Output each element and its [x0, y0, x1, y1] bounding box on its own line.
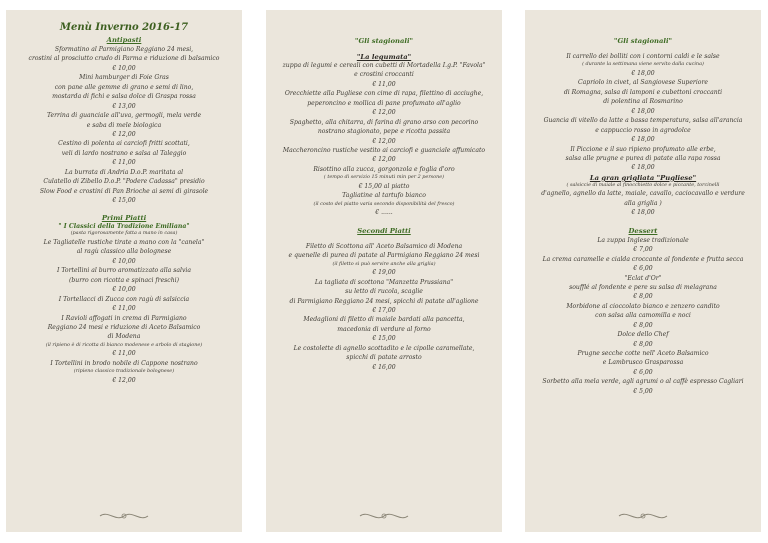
menu-line: macedonia di verdure al forno: [337, 325, 431, 333]
flourish-ornament-icon: [96, 510, 152, 522]
menu-line: Reggiano 24 mesi e riduzione di Aceto Balsamico: [47, 323, 201, 331]
price-line: € 12,00: [112, 130, 136, 138]
menu-line: (burro con ricotta e spinaci freschi): [69, 276, 179, 284]
menu-line: zuppa di legumi e cereali con cubetti di Mortadella I.g.P. "Favola": [282, 62, 486, 69]
menu-line: (il costo del piatto varia secondo disponibilità del fresco): [313, 200, 455, 207]
menu-line: Il carrello dei bolliti con i contorni caldi e le salse: [566, 53, 720, 60]
price-line: € 11,00: [112, 159, 136, 167]
price-line: € 11,00: [112, 305, 136, 313]
menu-line: I Ravioli affogati in crema di Parmigiano: [61, 314, 187, 322]
price-line: € 18,00: [631, 107, 655, 115]
menu-line: Capriolo in civet, al Sangiovese Superiore: [578, 79, 708, 87]
stagionali-list-2: [533, 52, 753, 173]
primi-subheading: " I Classici della Tradizione Emiliana": [58, 223, 190, 231]
menu-line: La tagliata di scottona "Manzetta Prussiana": [314, 278, 454, 286]
menu-line: Filetto di Scottona all' Aceto Balsamico di Modena: [305, 242, 463, 250]
menu-line: Spaghetto, alla chitarra, di farina di grano arso con pecorino: [289, 118, 479, 126]
grigliata-list: [533, 182, 753, 218]
price-line: € 18,00: [631, 164, 655, 172]
menu-line: di polentina al Rosmarino: [603, 98, 683, 106]
menu-line: Guancia di vitello da latte a bassa temperatura, salsa all'arancia: [543, 117, 743, 125]
price-line: € 10,00: [112, 257, 136, 265]
menu-line: Le Tagliatelle rustiche tirate a mano con la "canela": [43, 239, 205, 247]
price-line: € 10,00: [112, 286, 136, 294]
menu-line: Medaglioni di filetto di maiale bardati alla pancetta,: [303, 316, 465, 324]
stagionali-heading-2: "Gli stagionali": [613, 37, 673, 45]
menu-line: Mini hamburger di Foie Gras: [79, 74, 169, 82]
secondi-heading: Secondi Piatti: [357, 226, 411, 235]
menu-line: salsa alle prugne e purea di patate alla rapa rossa: [565, 154, 721, 162]
price-line: € ......: [375, 209, 393, 217]
menu-line: e Lambrusco Grasparossa: [602, 359, 684, 367]
menu-line: Terrina di guanciale all'uva, germogli, mela verde: [46, 112, 202, 120]
menu-line: Maccheroncino rustiche vestito ai carciofi e guanciale affumicato: [282, 146, 486, 154]
price-line: € 12,00: [372, 137, 396, 145]
price-line: € 18,00: [631, 136, 655, 144]
menu-line: nostrano stagionato, pepe e ricotta passita: [317, 128, 451, 136]
price-line: € 18,00: [631, 70, 655, 78]
menu-line: Dolce dello Chef: [617, 331, 669, 339]
flourish-ornament-icon: [356, 510, 412, 522]
menu-line: e crostini croccanti: [354, 71, 414, 79]
menu-line: veli di lardo nostrano e salsa al Taleggio: [61, 149, 187, 157]
primi-heading: Primi Piatti: [101, 214, 147, 223]
grigliata-title: La gran grigliata "Pugliese": [589, 173, 697, 182]
menu-line: Cestino di polenta ai carciofi fritti scottati,: [58, 140, 190, 148]
menu-line: La burrata di Andria D.o.P. maritata al: [64, 168, 184, 176]
menu-line: e saba di mele biologica: [86, 121, 162, 129]
menu-line: La zuppa Inglese tradizionale: [597, 236, 689, 244]
price-line: € 11,00: [372, 80, 396, 88]
menu-line: Sorbetto alla mela verde, agli agrumi o al caffè espresso Cagliari: [542, 378, 744, 386]
menu-panel-middle: [266, 10, 502, 532]
menu-line: con pane alle gemme di grano e semi di lino,: [54, 83, 194, 91]
menu-line: Orecchiette alla Pugliese con cime di rapa, filettino di acciughe,: [284, 90, 484, 98]
price-line: € 10,00: [112, 64, 136, 72]
dessert-list: [533, 236, 753, 396]
dessert-heading: Dessert: [628, 226, 658, 235]
menu-line: (il filetto si può servire anche alla griglia): [332, 260, 436, 267]
menu-line: al ragù classico alla bolognese: [76, 248, 172, 256]
menu-line: Morbidone al cioccolato bianco e zenzero candito: [566, 302, 720, 310]
menu-line: Il Piccione e il suo ripieno profumato alle erbe,: [570, 145, 716, 153]
flourish-ornament-icon: [615, 510, 671, 522]
menu-line: Slow Food e crostini di Pan Brioche ai semi di girasole: [39, 187, 209, 195]
price-line: € 7,00: [633, 246, 653, 254]
price-line: € 15,00 al piatto: [358, 182, 410, 190]
antipasti-list: [14, 45, 234, 205]
menu-line: ( tempo di servizio 15 minuti min per 2 persone): [323, 174, 445, 181]
menu-panel-right: [525, 10, 761, 532]
menu-line: di Modena: [107, 333, 141, 341]
menu-line: Culatello di Zibello D.o.P. "Podere Cadassa" presidio: [43, 178, 205, 186]
price-line: € 17,00: [372, 306, 396, 314]
secondi-list: [274, 242, 494, 372]
price-line: € 11,00: [112, 350, 136, 358]
menu-line: Prugne secche cotte nell' Aceto Balsamico: [577, 350, 709, 357]
menu-line: di Parmigiano Reggiano 24 mesi, spicchi di patate all'aglione: [289, 297, 479, 305]
menu-line: Tagliatine al tartufo bianco: [342, 192, 426, 200]
price-line: € 12,00: [372, 156, 396, 164]
stagionali-heading: "Gli stagionali": [354, 37, 414, 45]
menu-line: e cappuccio rosso in agrodolce: [595, 126, 691, 134]
menu-line: Le costolette di agnello scottadito e le cipolle caramellate,: [293, 344, 475, 352]
price-line: € 15,00: [112, 197, 136, 204]
menu-line: crostini al prosciutto crudo di Parma e riduzione di balsamico: [28, 55, 220, 63]
price-line: € 12,00: [372, 109, 396, 117]
price-line: € 16,00: [372, 363, 396, 371]
legumata-title: "La legumata": [356, 53, 412, 61]
price-line: € 8,00: [633, 321, 653, 329]
menu-line: Sformatino al Parmigiano Reggiano 24 mesi,: [54, 46, 194, 53]
menu-line: I Tortellini in brodo nobile di Cappone nostrano: [50, 359, 198, 367]
menu-line: ( salsiccie di maiale al finocchietto dolce e piccante, torcinelli: [566, 181, 720, 188]
price-line: € 8,00: [633, 293, 653, 301]
menu-line: alla griglia ): [624, 199, 662, 207]
menu-line: La crema caramelle e cialda croccante al fondente e frutta secca: [542, 255, 744, 263]
menu-line: e quenelle di purea di patate al Parmigiano Reggiano 24 mesi: [288, 252, 480, 260]
menu-line: ( durante la settimana viene servito dalla cucina): [582, 61, 704, 68]
menu-line: (ripieno classico tradizionale bolognese): [73, 368, 175, 375]
menu-line: spicchi di patate arrosto: [346, 354, 422, 362]
price-line: € 6,00: [633, 368, 653, 376]
menu-title: Menù Inverno 2016-17: [59, 22, 189, 33]
price-line: € 13,00: [112, 102, 136, 110]
menu-line: peperoncino e mollica di pane profumato all'aglio: [307, 99, 461, 107]
menu-line: d'agnello, agnello da latte, maiale, cavallo, caciocavallo e verdure: [541, 190, 745, 198]
menu-line: soufflé al fondente e pere su salsa di melagrana: [569, 283, 717, 291]
price-line: € 18,00: [631, 209, 655, 217]
price-line: € 8,00: [633, 340, 653, 348]
menu-line: Risottino alla zucca, gorgonzola e foglia d'oro: [313, 165, 455, 173]
menu-panel-left: [6, 10, 242, 532]
menu-line: "Eclat d'Or": [624, 274, 662, 282]
price-line: € 15,00: [372, 335, 396, 343]
price-line: € 6,00: [633, 265, 653, 273]
antipasti-heading: Antipasti: [106, 36, 142, 44]
menu-line: con salsa alla camomilla e noci: [595, 312, 691, 320]
price-line: € 19,00: [372, 269, 396, 277]
stagionali-list: [274, 61, 494, 218]
primi-note: (pasta rigorosamente fatta a mano in casa): [70, 230, 178, 237]
menu-line: mostarda di fichi e salsa dolce di Graspa rossa: [52, 93, 196, 101]
menu-line: I Tortellacci di Zucca con ragù di salsiccia: [58, 295, 190, 303]
menu-line: (il ripieno è di ricotta di bianco modenese e arbolo di stagione): [45, 341, 203, 348]
menu-line: di Romagna, salsa di lamponi e cubettoni croccanti: [563, 88, 723, 96]
price-line: € 12,00: [112, 376, 136, 384]
menu-line: su letto di rucola, scaglie: [345, 288, 423, 296]
price-line: € 5,00: [633, 387, 653, 395]
primi-list: [14, 238, 234, 385]
menu-line: I Tortellini al burro aromatizzato alla salvia: [57, 267, 191, 275]
